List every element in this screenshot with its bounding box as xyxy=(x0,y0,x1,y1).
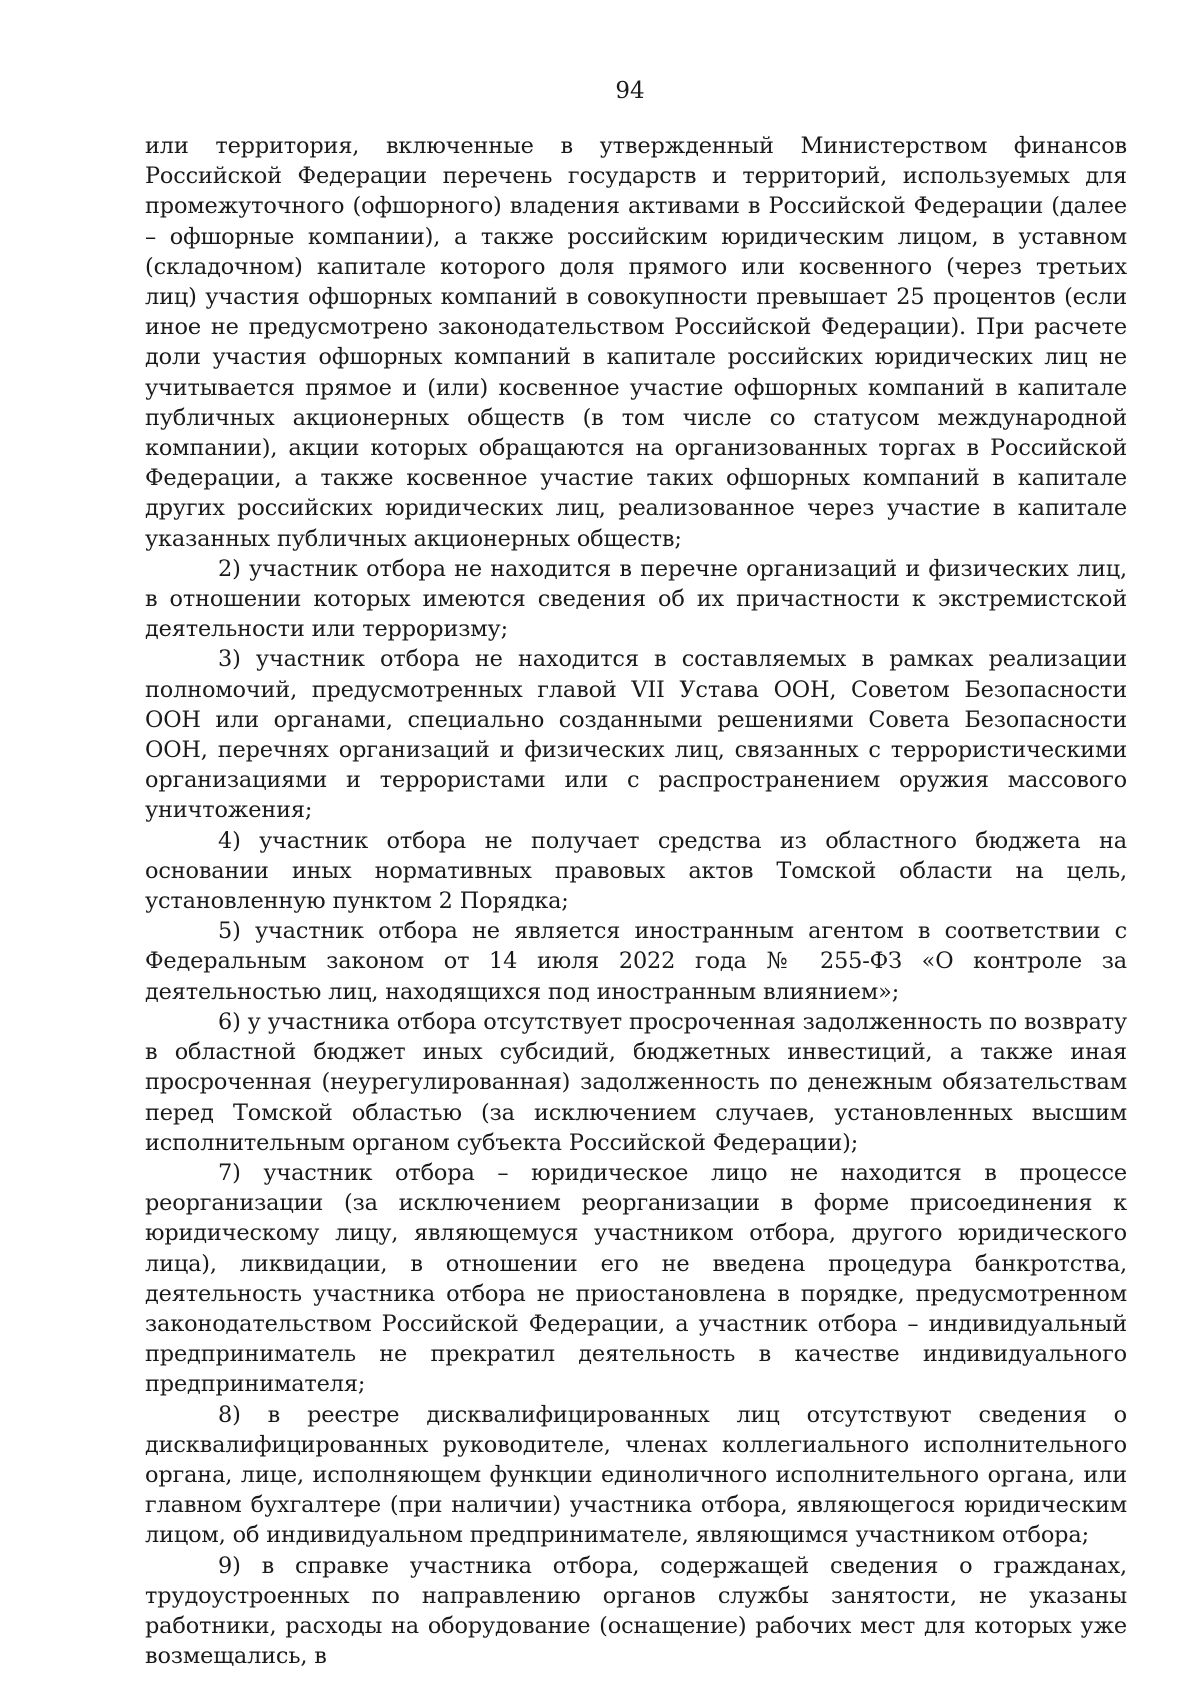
body-text xyxy=(145,131,1127,1671)
paragraph-item-8: 8) в реестре дисквалифицированных лиц отсутствуют сведения о дисквалифицированных руководителе, членах коллегиального исполнительного органа, лице, исполняющем функции единоличного исполнительного органа, или главном бухгалтере (при наличии) участника отбора, являющегося юридическим лицом, об индивидуальном предпринимателе, являющимся участником отбора; xyxy=(145,1401,1127,1549)
paragraph-item-3: 3) участник отбора не находится в составляемых в рамках реализации полномочий, предусмотренных главой VII Устава ООН, Советом Безопасности ООН или органами, специально созданными решениями Совета Безопасности ООН, перечнях организаций и физических лиц, связанных с террористическими организациями и террористами или с распространением оружия массового уничтожения; xyxy=(145,646,1127,824)
paragraph-item-6: 6) у участника отбора отсутствует просроченная задолженность по возврату в областной бюджет иных субсидий, бюджетных инвестиций, а также иная просроченная (неурегулированная) задолженность по денежным обязательствам перед Томской областью (за исключением случаев, установленных высшим исполнительным органом субъекта Российской Федерации); xyxy=(145,1008,1127,1156)
paragraph-continuation: или территория, включенные в утвержденный Министерством финансов Российской Федерации перечень государств и территорий, используемых для промежуточного (офшорного) владения активами в Российской Федерации (далее – офшорные компании), а также российским юридическим лицом, в уставном (складочном) капитале которого доля прямого или косвенного (через третьих лиц) участия офшорных компаний в совокупности превышает 25 процентов (если иное не предусмотрено законодательством Российской Федерации). При расчете доли участия офшорных компаний в капитале российских юридических лиц не учитывается прямое и (или) косвенное участие офшорных компаний в капитале публичных акционерных обществ (в том числе со статусом международной компании), акции которых обращаются на организованных торгах в Российской Федерации, а также косвенное участие таких офшорных компаний в капитале других российских юридических лиц, реализованное через участие в капитале указанных публичных акционерных обществ; xyxy=(145,133,1127,552)
paragraph-item-4: 4) участник отбора не получает средства из областного бюджета на основании иных нормативных правовых актов Томской области на цель, установленную пунктом 2 Порядка; xyxy=(145,827,1127,915)
paragraph-item-7: 7) участник отбора – юридическое лицо не находится в процессе реорганизации (за исключением реорганизации в форме присоединения к юридическому лицу, являющемуся участником отбора, другого юридического лица), ликвидации, в отношении его не введена процедура банкротства, деятельность участника отбора не приостановлена в порядке, предусмотренном законодательством Российской Федерации, а участник отбора – индивидуальный предприниматель не прекратил деятельность в качестве индивидуального предпринимателя; xyxy=(145,1159,1127,1398)
paragraph-item-2: 2) участник отбора не находится в перечне организаций и физических лиц, в отношении которых имеются сведения об их причастности к экстремистской деятельности или терроризму; xyxy=(145,555,1127,643)
paragraph-item-9: 9) в справке участника отбора, содержащей сведения о гражданах, трудоустроенных по направлению органов службы занятости, не указаны работники, расходы на оборудование (оснащение) рабочих мест для которых уже возмещались, в xyxy=(145,1552,1127,1670)
page-number: 94 xyxy=(615,78,645,104)
paragraph-item-5: 5) участник отбора не является иностранным агентом в соответствии с Федеральным законом от 14 июля 2022 года № 255-ФЗ «О контроле за деятельностью лиц, находящихся под иностранным влиянием»; xyxy=(145,918,1127,1005)
